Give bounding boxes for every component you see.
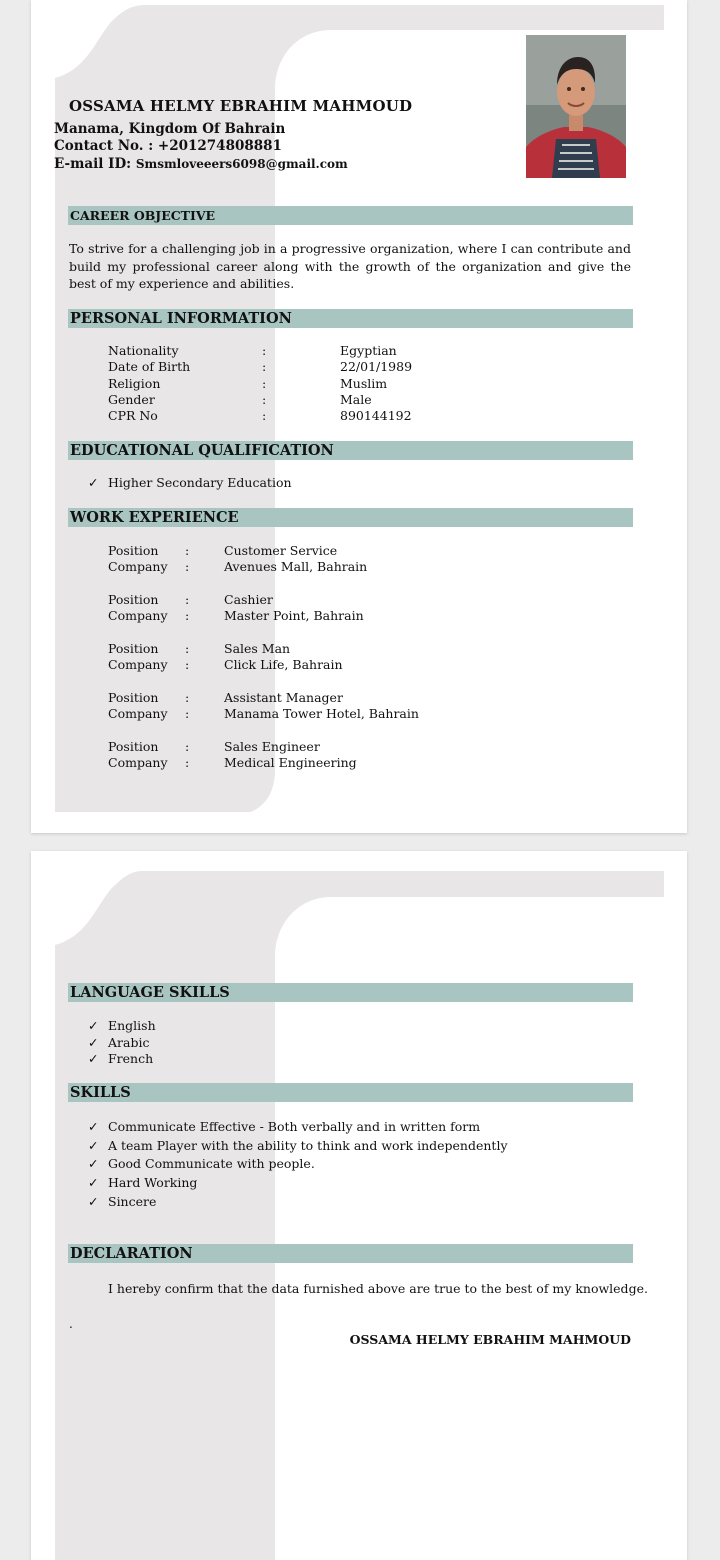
personal-label: Religion bbox=[108, 376, 161, 391]
job-company: Click Life, Bahrain bbox=[224, 657, 343, 672]
resume-page-1 bbox=[31, 0, 687, 833]
position-label: Position bbox=[108, 641, 159, 656]
work-experience-heading: WORK EXPERIENCE bbox=[68, 508, 633, 527]
skill-item bbox=[88, 1175, 198, 1191]
personal-label: Nationality bbox=[108, 343, 179, 358]
language-item bbox=[88, 1051, 154, 1067]
skill-item bbox=[88, 1194, 157, 1210]
checkmark-icon: ✓ bbox=[88, 1018, 99, 1033]
job-position: Customer Service bbox=[224, 543, 338, 558]
company-label: Company bbox=[108, 755, 168, 770]
career-objective-text: To strive for a challenging job in a progressive organization, where I can contribute and build my professional career along with the growth of the organization and give the best of my experience and abilities. bbox=[69, 241, 631, 291]
skill-item-text: Hard Working bbox=[108, 1175, 198, 1190]
company-label: Company bbox=[108, 559, 168, 574]
company-separator: : bbox=[185, 755, 190, 770]
position-label: Position bbox=[108, 543, 159, 558]
signature-name: OSSAMA HELMY EBRAHIM MAHMOUD bbox=[349, 1332, 631, 1347]
checkmark-icon: ✓ bbox=[88, 1156, 99, 1171]
skills-heading: SKILLS bbox=[68, 1083, 633, 1102]
declaration-text: I hereby confirm that the data furnished above are true to the best of my knowledge. bbox=[108, 1281, 648, 1296]
company-label: Company bbox=[108, 608, 168, 623]
email-line bbox=[54, 156, 348, 173]
language-item-text: French bbox=[108, 1051, 154, 1066]
position-label: Position bbox=[108, 690, 159, 705]
job-company: Medical Engineering bbox=[224, 755, 357, 770]
resume-page-2 bbox=[31, 851, 687, 1560]
career-objective-heading: CAREER OBJECTIVE bbox=[68, 206, 633, 225]
address-line: Manama, Kingdom Of Bahrain bbox=[54, 121, 286, 137]
position-separator: : bbox=[185, 739, 190, 754]
job-position: Assistant Manager bbox=[224, 690, 343, 705]
job-position: Sales Engineer bbox=[224, 739, 320, 754]
checkmark-icon: ✓ bbox=[88, 475, 99, 490]
profile-photo bbox=[526, 35, 626, 178]
job-position: Sales Man bbox=[224, 641, 291, 656]
declaration-dot: . bbox=[69, 1317, 73, 1331]
checkmark-icon: ✓ bbox=[88, 1194, 99, 1209]
personal-separator: : bbox=[262, 359, 267, 374]
educational-qualification-heading: EDUCATIONAL QUALIFICATION bbox=[68, 441, 633, 460]
language-item-text: English bbox=[108, 1018, 156, 1033]
email-address[interactable]: Smsmloveeers6098@gmail.com bbox=[135, 157, 348, 171]
personal-value: 22/01/1989 bbox=[340, 359, 413, 374]
skill-item-text: A team Player with the ability to think and work independently bbox=[108, 1138, 508, 1153]
language-item bbox=[88, 1035, 150, 1051]
education-item-text: Higher Secondary Education bbox=[108, 475, 292, 490]
personal-information-heading: PERSONAL INFORMATION bbox=[68, 309, 633, 328]
skill-item bbox=[88, 1138, 508, 1154]
position-separator: : bbox=[185, 690, 190, 705]
personal-label: Date of Birth bbox=[108, 359, 191, 374]
language-item bbox=[88, 1018, 156, 1034]
checkmark-icon: ✓ bbox=[88, 1119, 99, 1134]
company-separator: : bbox=[185, 657, 190, 672]
job-company: Avenues Mall, Bahrain bbox=[224, 559, 368, 574]
declaration-heading: DECLARATION bbox=[68, 1244, 633, 1263]
checkmark-icon: ✓ bbox=[88, 1138, 99, 1153]
skill-item-text: Sincere bbox=[108, 1194, 157, 1209]
education-item bbox=[88, 475, 292, 491]
company-separator: : bbox=[185, 706, 190, 721]
personal-label: Gender bbox=[108, 392, 155, 407]
company-separator: : bbox=[185, 608, 190, 623]
checkmark-icon: ✓ bbox=[88, 1051, 99, 1066]
personal-value: Male bbox=[340, 392, 372, 407]
skill-item bbox=[88, 1119, 481, 1135]
personal-separator: : bbox=[262, 376, 267, 391]
personal-separator: : bbox=[262, 392, 267, 407]
company-separator: : bbox=[185, 559, 190, 574]
personal-value: Egyptian bbox=[340, 343, 397, 358]
job-company: Master Point, Bahrain bbox=[224, 608, 364, 623]
company-label: Company bbox=[108, 657, 168, 672]
email-label: E-mail ID: bbox=[54, 156, 136, 172]
checkmark-icon: ✓ bbox=[88, 1175, 99, 1190]
person-photo-icon bbox=[526, 35, 626, 178]
position-separator: : bbox=[185, 641, 190, 656]
company-label: Company bbox=[108, 706, 168, 721]
personal-label: CPR No bbox=[108, 408, 158, 423]
skill-item bbox=[88, 1156, 315, 1172]
personal-value: 890144192 bbox=[340, 408, 412, 423]
personal-separator: : bbox=[262, 343, 267, 358]
personal-separator: : bbox=[262, 408, 267, 423]
checkmark-icon: ✓ bbox=[88, 1035, 99, 1050]
position-separator: : bbox=[185, 543, 190, 558]
contact-line: Contact No. : +201274808881 bbox=[54, 138, 282, 154]
job-company: Manama Tower Hotel, Bahrain bbox=[224, 706, 419, 721]
position-label: Position bbox=[108, 739, 159, 754]
language-skills-heading: LANGUAGE SKILLS bbox=[68, 983, 633, 1002]
position-label: Position bbox=[108, 592, 159, 607]
job-position: Cashier bbox=[224, 592, 273, 607]
personal-value: Muslim bbox=[340, 376, 388, 391]
candidate-name: OSSAMA HELMY EBRAHIM MAHMOUD bbox=[69, 97, 413, 115]
skill-item-text: Communicate Effective - Both verbally and in written form bbox=[108, 1119, 481, 1134]
position-separator: : bbox=[185, 592, 190, 607]
language-item-text: Arabic bbox=[108, 1035, 150, 1050]
skill-item-text: Good Communicate with people. bbox=[108, 1156, 315, 1171]
